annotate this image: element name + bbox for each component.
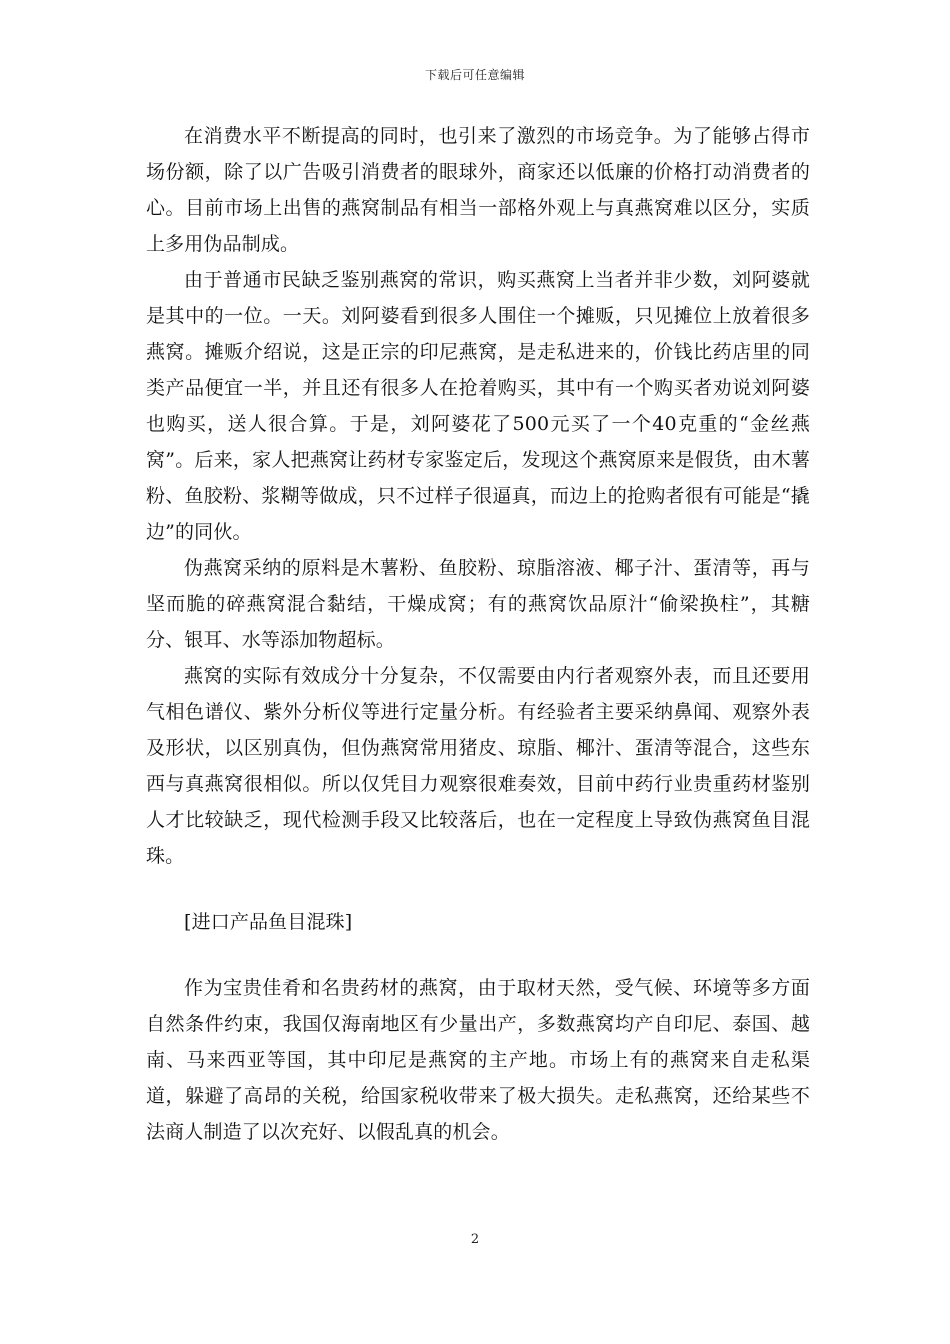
page-header: 下载后可任意编辑	[424, 68, 525, 82]
paragraph-fake-materials: 伪燕窝采纳的原料是木薯粉、鱼胶粉、琼脂溶液、椰子汁、蛋清等，再与坚而脆的碎燕窝混合黏结，干燥成窝；有的燕窝饮品原汁“偷梁换柱”，其糖分、银耳、水等添加物超标。	[146, 557, 810, 651]
paragraph-imports: 作为宝贵佳肴和名贵药材的燕窝，由于取材天然，受气候、环境等多方面自然条件约束，我国仅海南地区有少量出产，多数燕窝均产自印尼、泰国、越南、马来西亚等国，其中印尼是燕窝的主产地。市场上有的燕窝来自走私渠道，躲避了高昂的关税，给国家税收带来了极大损失。走私燕窝，还给某些不法商人制造了以次充好、以假乱真的机会。	[146, 977, 810, 1143]
paragraph-market-competition: 在消费水平不断提高的同时，也引来了激烈的市场竞争。为了能够占得市场份额，除了以广告吸引消费者的眼球外，商家还以低廉的价格打动消费者的心。目前市场上出售的燕窝制品有相当一部格外观上与真燕窝难以区分，实质上多用伪品制成。	[146, 125, 810, 255]
document-body	[146, 118, 810, 1150]
section-heading-imports: [进口产品鱼目混珠]	[184, 911, 353, 933]
paragraph-liu-case: 由于普通市民缺乏鉴别燕窝的常识，购买燕窝上当者并非少数，刘阿婆就是其中的一位。一天。刘阿婆看到很多人围住一个摊贩，只见摊位上放着很多燕窝。摊贩介绍说，这是正宗的印尼燕窝，是走私进来的，价钱比药店里的同类产品便宜一半，并且还有很多人在抢着购买，其中有一个购买者劝说刘阿婆也购买，送人很合算。于是，刘阿婆花了500元买了一个40克重的“金丝燕窝”。后来，家人把燕窝让药材专家鉴定后，发现这个燕窝原来是假货，由木薯粉、鱼胶粉、浆糊等做成，只不过样子很逼真，而边上的抢购者很有可能是“撬边”的同伙。	[146, 269, 810, 543]
page-number: 2	[470, 1232, 480, 1247]
paragraph-identification: 燕窝的实际有效成分十分复杂，不仅需要由内行者观察外表，而且还要用气相色谱仪、紫外分析仪等进行定量分析。有经验者主要采纳鼻闻、观察外表及形状，以区别真伪，但伪燕窝常用猪皮、琼脂、椰汁、蛋清等混合，这些东西与真燕窝很相似。所以仅凭目力观察很难奏效，目前中药行业贵重药材鉴别人才比较缺乏，现代检测手段又比较落后，也在一定程度上导致伪燕窝鱼目混珠。	[146, 665, 810, 867]
